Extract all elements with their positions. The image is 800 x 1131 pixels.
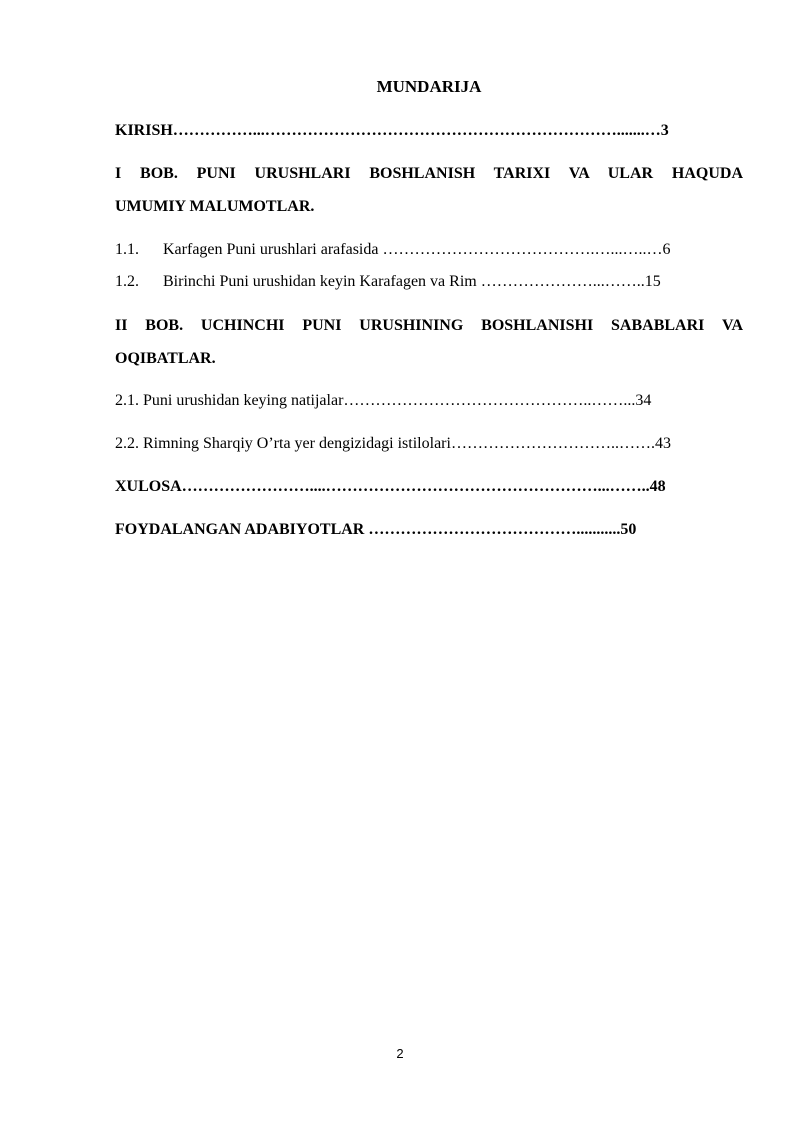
toc-title: MUNDARIJA — [376, 77, 482, 96]
toc-chapter-2-line2: OQIBATLAR. — [115, 350, 216, 367]
toc-chapter-2[interactable] — [115, 309, 743, 375]
toc-entry-intro[interactable]: KIRISH……………...………………………………………………………….......…3 — [115, 122, 669, 139]
page-number: 2 — [396, 1046, 404, 1061]
toc-chapter-2-line1: II BOB. UCHINCHI PUNI URUSHINING BOSHLANISHI SABABLARI VA — [115, 317, 743, 334]
toc-section-2-2[interactable]: 2.2. Rimning Sharqiy O’rta yer dengizidagi istilolari…………………………..…….43 — [115, 435, 671, 452]
toc-chapter-1-line1: I BOB. PUNI URUSHLARI BOSHLANISH TARIXI VA ULAR HAQUDA — [115, 165, 743, 182]
toc-section-text: Birinchi Puni urushidan keyin Karafagen va Rim …………………...……..15 — [163, 273, 661, 290]
toc-entry-conclusion[interactable]: XULOSA……………………....……………………………………………...……..48 — [115, 478, 666, 495]
toc-section-number: 1.2. — [115, 273, 139, 290]
toc-entry-references[interactable]: FOYDALANGAN ADABIYOTLAR …………………………………...........50 — [115, 521, 637, 538]
toc-section-number: 1.1. — [115, 241, 139, 258]
toc-section-1-2[interactable] — [115, 272, 745, 292]
toc-section-text: Karfagen Puni urushlari arafasida ………………………………….…...…..…6 — [163, 241, 671, 258]
toc-section-2-1[interactable]: 2.1. Puni urushidan keying natijalar………………………………………..……...34 — [115, 392, 652, 409]
toc-chapter-1-line2: UMUMIY MALUMOTLAR. — [115, 198, 315, 215]
toc-chapter-1[interactable] — [115, 157, 743, 223]
toc-section-1-1[interactable] — [115, 240, 745, 260]
